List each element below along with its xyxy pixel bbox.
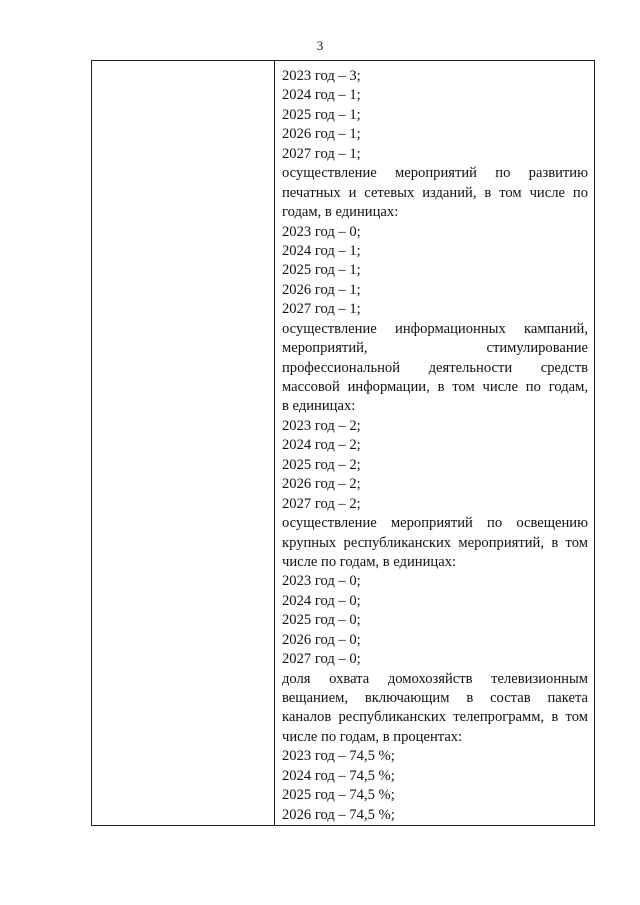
text-line: 2025 год – 1; (282, 262, 361, 279)
text-line: каналов республиканских телепрограмм, в том (282, 709, 588, 726)
text-line: 2024 год – 74,5 %; (282, 767, 395, 784)
table-right-cell (282, 67, 588, 825)
text-line: 2023 год – 2; (282, 417, 361, 434)
text-line: 2027 год – 2; (282, 495, 361, 512)
text-line: 2026 год – 2; (282, 476, 361, 493)
text-line: 2023 год – 0; (282, 223, 361, 240)
text-line: 2026 год – 1; (282, 126, 361, 143)
text-line: 2023 год – 0; (282, 573, 361, 590)
text-line: 2027 год – 1; (282, 145, 361, 162)
text-line: 2025 год – 1; (282, 106, 361, 123)
text-line: 2024 год – 0; (282, 592, 361, 609)
text-line: числе по годам, в процентах: (282, 728, 463, 745)
text-line: осуществление информационных кампаний, (282, 320, 588, 337)
text-line: осуществление мероприятий по развитию (282, 165, 588, 182)
text-line: 2027 год – 1; (282, 301, 361, 318)
text-line: в единицах: (282, 398, 356, 415)
text-line: 2026 год – 0; (282, 631, 361, 648)
text-line: 2024 год – 1; (282, 87, 361, 104)
text-line: 2024 год – 2; (282, 437, 361, 454)
text-line: печатных и сетевых изданий, в том числе по (282, 184, 588, 201)
text-line: доля охвата домохозяйств телевизионным (282, 670, 588, 687)
page-number: 3 (316, 38, 324, 53)
text-line: 2025 год – 2; (282, 456, 361, 473)
text-line: крупных республиканских мероприятий, в том (282, 534, 588, 551)
text-line: массовой информации, в том числе по годам, (282, 379, 588, 395)
text-line: 2025 год – 74,5 %; (282, 787, 395, 804)
text-line: вещанием, включающим в состав пакета (282, 690, 588, 706)
table-left-cell (92, 61, 275, 825)
text-line: мероприятий, стимулирование (282, 340, 588, 357)
text-line: профессиональной деятельности средств (282, 359, 588, 376)
text-line: годам, в единицах: (282, 204, 399, 221)
text-line: 2024 год – 1; (282, 242, 361, 259)
text-line: 2027 год – 0; (282, 651, 361, 668)
text-line: 2026 год – 74,5 %; (282, 806, 395, 823)
text-line: 2026 год – 1; (282, 281, 361, 298)
text-line: осуществление мероприятий по освещению (282, 515, 588, 532)
text-line: 2025 год – 0; (282, 612, 361, 629)
indicator-table (91, 60, 595, 826)
text-line: 2023 год – 74,5 %; (282, 748, 395, 765)
text-line: 2023 год – 3; (282, 68, 361, 84)
text-line: числе по годам, в единицах: (282, 553, 457, 570)
